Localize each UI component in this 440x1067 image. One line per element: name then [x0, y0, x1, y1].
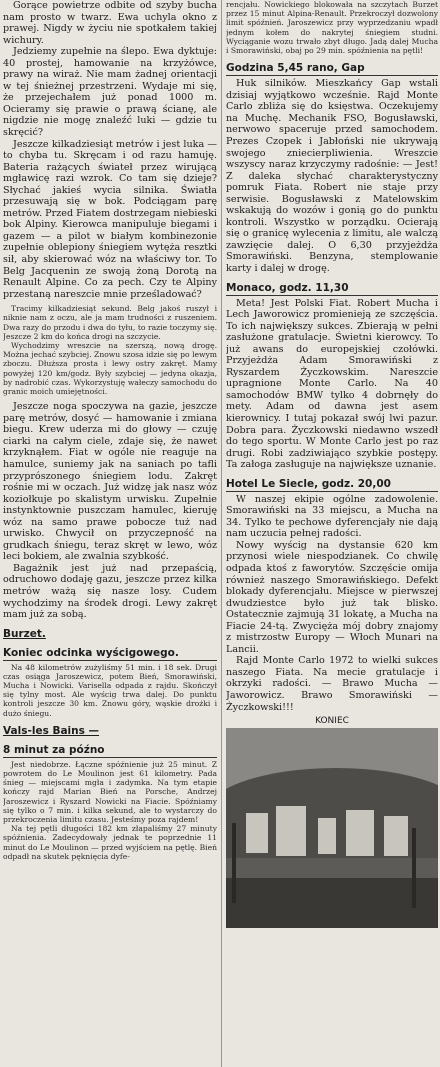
- paragraph: Gorące powietrze odbite od szyby bucha nam prosto w twarz. Ewa uchyla okno z prawej. Nigdy w życiu nie spotkałem takiej wichury.: [3, 0, 217, 46]
- section-subheading-burzet: Koniec odcinka wyścigowego.: [3, 647, 217, 661]
- small-paragraph: rencjału. Nowickiego blokowała na szczytach Burzet przez 15 minut Alpina-Renault. Przekroczył dozwolony limit spóźnień. Jaroszewicz przy wyprzedzaniu wpadł jednym kołem do nakrytej śniegiem studni. Wyciąganie wozu trwało zbyt długo. Jadą dalej Mucha i Smorawiński, obaj po 29 min. spóźnienia na pętli!: [226, 0, 438, 56]
- small-paragraph: Jest niedobrze. Łączne spóźnienie już 25 minut. Z powrotem do Le Moulinon jest 61 kilometry. Pada śnieg — miejscami mgła i zadymka. Na tym etapie kończy rajd Marian Bień na Porsche, Andrzej Jaroszewicz i Ryszard Nowicki na Fiacie. Spóźniamy się tylko o 7 min. i kilka sekund, ale to wystarczy do przekroczenia limitu czasu. Jesteśmy poza rajdem!: [3, 759, 217, 825]
- small-paragraph: Na 48 kilometrów zużyliśmy 51 min. i 18 sek. Drugi czas osiąga Jaroszewicz, potem Bień, Smorawiński, Mucha i Nowicki. Varisella odpada z rajdu. Skończył się tylny most. Ale wyścig trwa dalej. Do punktu kontroli jeszcze 30 km. Znowu góry, wąskie drożki i dużo śniegu.: [3, 662, 217, 718]
- section-heading-burzet: Burzet.: [3, 627, 46, 640]
- monaco-photo: [226, 728, 438, 928]
- section-heading-vals: Vals-les Bains —: [3, 724, 100, 737]
- paragraph: Huk silników. Mieszkańcy Gap wstali dzisiaj wyjątkowo wcześnie. Rajd Monte Carlo zbliża się do księstwa. Oczekujemy na Muchę. Mechanik FSO, Bogusławski, nerwowo spaceruje przed samochodem. Prezes Czopek i Jabłoński nie ukrywają swojego zniecierpliwienia. Wreszcie wszyscy naraz krzyczymy radośnie: — Jest! Z daleka słychać charakterystyczny pomruk Fiata. Robert nie staje przy serwisie. Bogusławski z Matelowskim wskakują do wozów i gonią go do punktu kontroli. Wszystko w porządku. Ocierają się o granicę wylecenia z limitu, ale walczą zawzięcie dalej. O 6,30 przyjeżdża Smorawiński. Benzyna, stemplowanie karty i dalej w drogę.: [226, 78, 438, 274]
- right-column: [226, 0, 438, 928]
- paragraph: Bagażnik jest już nad przepaścią, odruchowo dodaję gazu, jeszcze przez kilka metrów ważą się nasze losy. Cudem wychodzimy na środek drogi. Lewy zakręt mam już za sobą.: [3, 562, 217, 621]
- paragraph: W naszej ekipie ogólne zadowolenie. Smorawiński na 33 miejscu, a Mucha na 34. Tylko te pechowe dyferencjały nie dają nam uczucia pełnej radości.: [226, 493, 438, 540]
- paragraph: Jedziemy zupełnie na ślepo. Ewa dyktuje: 40 prostej, hamowanie na krzyżówce, prawy na wiraż. Nie mam żadnej orientacji w tej śnieżnej przestrzeni. Wydaje mi się, że przejechałem już ponad 1000 m. Ocieramy się prawie o prawą ścianę, ale nigdzie nie mogę znaleźć luki — gdzie tu skręcić?: [3, 46, 217, 139]
- left-column: [3, 0, 217, 861]
- paragraph: Meta! Jest Polski Fiat. Robert Mucha i Lech Jaworowicz promienieją ze szczęścia. To ich największy sukces. Zbierają w pełni zasłużone gratulacje. Świetni kierowcy. To już awans do europejskiej czołówki. Przyjeżdża Adam Smorawiński z Ryszardem Życzkowskim. Nareszcie upragnione Monte Carlo. Na 40 samochodów BMW tylko 4 dobrnęły do mety. Adam od dawna jest asem kierownicy. I tutaj pokazał swój lwi pazur. Dobra para. Życzkowski niedawno wszedł do tego sportu. W Monte Carlo jest po raz drugi. Robi zadziwiająco szybkie postępy. Ta załoga zasługuje na największe uznanie.: [226, 297, 438, 471]
- section-heading-gap: Godzina 5,45 rano, Gap: [226, 62, 438, 76]
- small-paragraph: Wychodzimy wreszcie na szerszą, nową drogę. Można jechać szybciej. Znowu szosa idzie się po lewym zboczu. Dłuższa prosta i lewy ostry zakręt. Mamy powyżej 120 km/godz. Były szybciej — jedyna okazja, by nadrobić czas. Wykorzystuję wałeczy samochodu do granic moich umiejętności.: [3, 341, 217, 397]
- paragraph: Jeszcze noga spoczywa na gazie, jeszcze parę metrów, dosyć — hamowanie i zmiana biegu. Krew uderza mi do głowy — czuję ciarki na całym ciele, zdaje się, że nawet krzyknąłem. Fiat w ogóle nie reaguje na hamulce, suniemy jak na saniach po tafli przyprószonego śniegiem lodu. Zakręt rośnie mi w oczach. Już widzę jak nasz wóz koziołkuje po skalistym urwisku. Zupełnie instynktownie puszczam hamulec, kieruję wóz na samo prawe pobocze tuż nad urwisko. Chwycił on przyczepność na grudkach śniegu, teraz skręt w lewo, wóz leci bokiem, ale zwalnia szybkość.: [3, 401, 217, 563]
- small-paragraph: Na tej pętli długości 182 km złapaliśmy 27 minuty spóźnienia. Zadecydowały jednak te poprzednie 11 minut do Le Moulinon — przed wyjściem na pętlę. Bień odpadł na skutek pęknięcia dyfe-: [3, 824, 217, 861]
- paragraph: Rajd Monte Carlo 1972 to wielki sukces naszego Fiata. Na mecie gratulacje i okrzyki radości. — Brawo Mucha — Jaworowicz. Brawo Smorawiński — Życzkowski!!!: [226, 655, 438, 713]
- column-divider: [221, 0, 222, 1067]
- end-label: KONIEC: [315, 716, 349, 727]
- paragraph: Jeszcze kilkadziesiąt metrów i jest luka — to chyba tu. Skręcam i od razu hamuję. Bateria rażących świateł przez wirującą mgławicę razi wzrok. Co tam się dzieje? Słychać jakieś wycia silnika. Światła przesuwają się w bok. Podciągam parę metrów. Przed Fiatem dostrzegam niebieski bok Alpiny. Kierowca manipuluje biegami i gazem — a pilot w białym kombinezonie zupełnie oblepiony śniegiem wytęża resztki sił, aby skierować wóz na właściwy tor. To Belg Jacquenin ze swoją żoną Dorotą na Renault Alpine. Co za pech. Czy te Alpiny przestaną nareszcie mnie prześladować?: [3, 138, 217, 300]
- section-heading-monaco: Monaco, godz. 11,30: [226, 282, 438, 296]
- section-subheading-vals: 8 minut za późno: [3, 744, 217, 758]
- section-heading-hotel: Hotel Le Siecle, godz. 20,00: [226, 478, 438, 492]
- paragraph: Nowy wyścig na dystansie 620 km przynosi wiele niespodzianek. Co chwilę odpada ktoś z faworytów. Szczęście omija również naszego Smorawińskiego. Defekt blokady dyferencjału. Miejsce w pierwszej dwudziestce było już tak blisko. Ostatecznie zajmują 31 lokatę, a Mucha na Fiacie 24-tą. Zwycięża mój dobry znajomy z mistrzostw Europy — Włoch Munari na Lancii.: [226, 539, 438, 655]
- small-paragraph: Tracimy kilkadziesiąt sekund. Belg jakoś ruszył i niknie nam z oczu, ale ja mam trudności z ruszeniem. Dwa razy do przodu i dwa do tyłu, to razie toczymy się. Jeszcze 2 km do końca drogi na szczycie.: [3, 304, 217, 341]
